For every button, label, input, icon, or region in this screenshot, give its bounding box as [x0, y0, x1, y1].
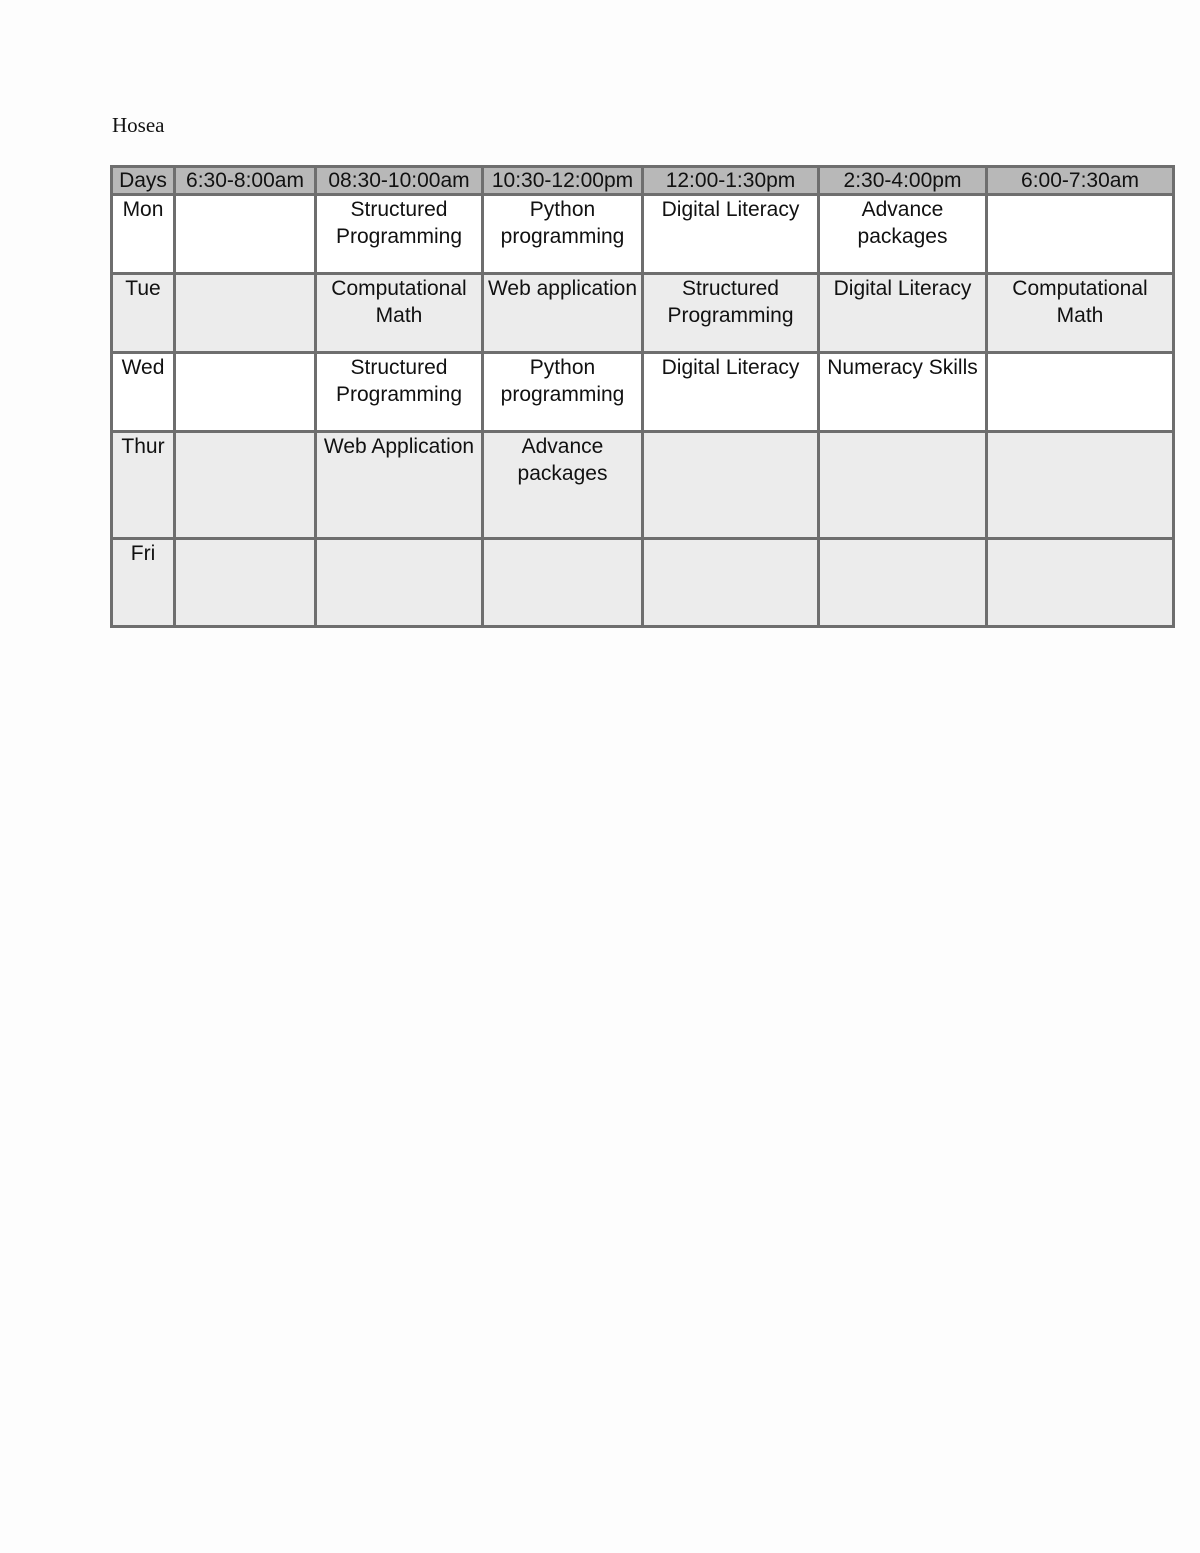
table-cell: Computational Math: [316, 274, 483, 353]
table-cell: [987, 195, 1174, 274]
table-cell: [316, 539, 483, 627]
table-cell: [987, 539, 1174, 627]
day-cell-mon: Mon: [112, 195, 175, 274]
table-cell: Digital Literacy: [643, 353, 819, 432]
table-cell: [175, 432, 316, 539]
table-cell: Numeracy Skills: [819, 353, 987, 432]
table-cell: Structured Programming: [316, 195, 483, 274]
table-cell: Structured Programming: [316, 353, 483, 432]
table-cell: [643, 432, 819, 539]
table-cell: Structured Programming: [643, 274, 819, 353]
table-cell: [819, 432, 987, 539]
table-cell: Advance packages: [819, 195, 987, 274]
header-row: [112, 167, 1174, 195]
day-cell-tue: Tue: [112, 274, 175, 353]
table-cell: Advance packages: [483, 432, 643, 539]
document-author: Hosea: [112, 113, 165, 137]
table-cell: Digital Literacy: [819, 274, 987, 353]
header-slot-1: 6:30-8:00am: [175, 167, 316, 195]
day-cell-thur: Thur: [112, 432, 175, 539]
table-cell: [643, 539, 819, 627]
table-cell: Digital Literacy: [643, 195, 819, 274]
header-slot-3: 10:30-12:00pm: [483, 167, 643, 195]
table-cell: [483, 539, 643, 627]
header-slot-6: 6:00-7:30am: [987, 167, 1174, 195]
table-cell: [819, 539, 987, 627]
table-cell: Python programming: [483, 195, 643, 274]
table-cell: [987, 353, 1174, 432]
table-cell: [175, 353, 316, 432]
day-cell-wed: Wed: [112, 353, 175, 432]
table-cell: [175, 539, 316, 627]
table-row-mon: [112, 195, 1174, 274]
table-cell: Computational Math: [987, 274, 1174, 353]
header-slot-4: 12:00-1:30pm: [643, 167, 819, 195]
table-row-thur: [112, 432, 1174, 539]
table-cell: Python programming: [483, 353, 643, 432]
table-cell: Web Application: [316, 432, 483, 539]
table-cell: [175, 195, 316, 274]
day-cell-fri: Fri: [112, 539, 175, 627]
table-cell: Web application: [483, 274, 643, 353]
timetable: [110, 165, 1175, 628]
table-row-fri: [112, 539, 1174, 627]
table-cell: [987, 432, 1174, 539]
table-cell: [175, 274, 316, 353]
table-row-wed: [112, 353, 1174, 432]
table-row-tue: [112, 274, 1174, 353]
header-slot-5: 2:30-4:00pm: [819, 167, 987, 195]
header-days: Days: [112, 167, 175, 195]
header-slot-2: 08:30-10:00am: [316, 167, 483, 195]
